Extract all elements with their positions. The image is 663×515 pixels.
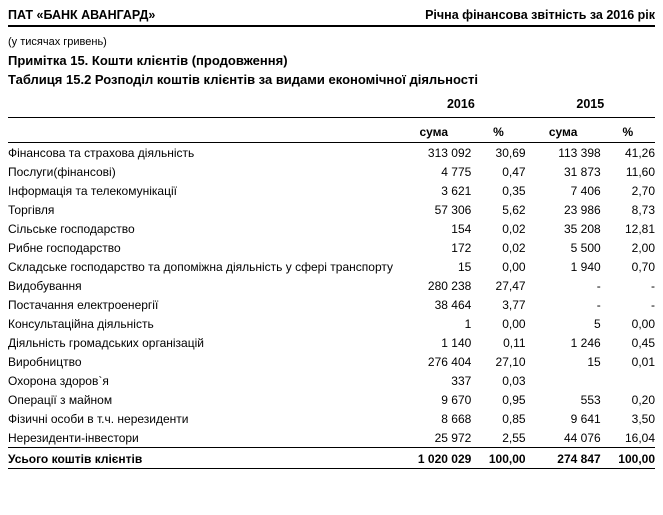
row-sum-2015: 5 500 xyxy=(570,241,601,255)
table-row xyxy=(8,314,655,333)
subheader-sum-2016: сума xyxy=(419,125,449,139)
year-2015-header: 2015 xyxy=(576,97,605,111)
row-pct-2015: 41,26 xyxy=(624,146,655,160)
table-row xyxy=(8,295,655,314)
total-pct-2015: 100,00 xyxy=(601,448,655,469)
row-sum-2016: 172 xyxy=(451,241,472,255)
row-pct-2016: 0,11 xyxy=(503,336,526,350)
row-sum-2015: 1 940 xyxy=(570,260,601,274)
table-row xyxy=(8,276,655,295)
units-note: (у тисячах гривень) xyxy=(8,36,107,48)
row-sum-2015: 23 986 xyxy=(563,203,601,217)
total-sum-2015: 274 847 xyxy=(526,448,601,469)
row-label: Виробництво xyxy=(8,355,82,369)
row-sum-2016: 1 140 xyxy=(441,336,472,350)
row-sum-2015: 15 xyxy=(587,355,601,369)
row-sum-2015: 31 873 xyxy=(563,165,601,179)
row-sum-2015: 44 076 xyxy=(563,431,601,445)
row-sum-2015: 9 641 xyxy=(570,412,601,426)
row-pct-2016: 0,03 xyxy=(502,374,526,388)
note-title: Примітка 15. Кошти клієнтів (продовження) xyxy=(8,53,288,68)
row-pct-2015: 2,00 xyxy=(631,241,655,255)
row-label: Операції з майном xyxy=(8,393,113,407)
row-pct-2015: - xyxy=(651,298,655,312)
table-row xyxy=(8,238,655,257)
page-header xyxy=(8,8,655,27)
row-sum-2016: 15 xyxy=(457,260,472,274)
row-pct-2015: 16,04 xyxy=(624,431,655,445)
row-pct-2015: 12,81 xyxy=(624,222,655,236)
row-sum-2016: 9 670 xyxy=(441,393,472,407)
row-label: Послуги(фінансові) xyxy=(8,165,116,179)
report-title: Річна фінансова звітність за 2016 рік xyxy=(425,8,655,22)
row-pct-2015: 0,45 xyxy=(631,336,655,350)
table-row xyxy=(8,181,655,200)
spacer-cell-4 xyxy=(526,118,601,126)
row-sum-2016: 3 621 xyxy=(441,184,472,198)
table-row xyxy=(8,162,655,181)
subheader-sum-2015: сума xyxy=(548,125,578,139)
row-pct-2016: 0,00 xyxy=(502,260,526,274)
subheader-blank xyxy=(8,125,396,142)
row-pct-2016: 0,02 xyxy=(502,241,526,255)
year-header-blank xyxy=(8,97,396,117)
row-pct-2016: 0,35 xyxy=(502,184,526,198)
row-sum-2016: 276 404 xyxy=(427,355,472,369)
row-sum-2016: 4 775 xyxy=(441,165,472,179)
row-pct-2016: 0,95 xyxy=(502,393,526,407)
table-row xyxy=(8,200,655,219)
row-pct-2015 xyxy=(601,371,655,390)
row-sum-2016: 280 238 xyxy=(427,279,472,293)
row-sum-2016: 57 306 xyxy=(434,203,472,217)
row-label: Видобування xyxy=(8,279,82,293)
row-sum-2015: 7 406 xyxy=(570,184,601,198)
row-sum-2015: 1 246 xyxy=(570,336,601,350)
row-pct-2015: 0,01 xyxy=(631,355,655,369)
table-title: Таблиця 15.2 Розподіл коштів клієнтів за видами економічної діяльності xyxy=(8,72,478,87)
clients-funds-table xyxy=(8,97,655,469)
row-pct-2016: 27,10 xyxy=(495,355,526,369)
row-pct-2016: 5,62 xyxy=(502,203,526,217)
table-row xyxy=(8,428,655,448)
row-label: Діяльність громадських організацій xyxy=(8,336,204,350)
spacer-cell-1 xyxy=(8,118,396,126)
total-label: Усього коштів клієнтів xyxy=(8,448,396,469)
row-label: Інформація та телекомунікації xyxy=(8,184,177,198)
row-sum-2015: 113 398 xyxy=(558,146,601,160)
row-label: Охорона здоров`я xyxy=(8,374,109,388)
row-pct-2016: 3,77 xyxy=(502,298,526,312)
row-pct-2016: 0,02 xyxy=(502,222,526,236)
header-spacer-row xyxy=(8,118,655,126)
row-sum-2016: 313 092 xyxy=(427,146,472,160)
row-sum-2016: 154 xyxy=(451,222,472,236)
row-pct-2015: 0,20 xyxy=(631,393,655,407)
row-label: Постачання електроенергії xyxy=(8,298,159,312)
row-sum-2015: 35 208 xyxy=(563,222,601,236)
row-label: Торгівля xyxy=(8,203,55,217)
row-sum-2015: - xyxy=(596,298,601,312)
table-row xyxy=(8,390,655,409)
row-pct-2016: 0,47 xyxy=(502,165,526,179)
row-pct-2015: 8,73 xyxy=(631,203,655,217)
total-pct-2016: 100,00 xyxy=(471,448,525,469)
row-pct-2016: 0,85 xyxy=(502,412,526,426)
row-label: Консультаційна діяльність xyxy=(8,317,154,331)
table-row xyxy=(8,371,655,390)
row-sum-2015: - xyxy=(596,279,601,293)
row-pct-2016: 30,69 xyxy=(495,146,526,160)
row-pct-2015: 0,00 xyxy=(631,317,655,331)
table-row xyxy=(8,257,655,276)
spacer-cell-2 xyxy=(396,118,471,126)
row-label: Рибне господарство xyxy=(8,241,121,255)
row-pct-2016: 0,00 xyxy=(502,317,526,331)
row-sum-2016: 8 668 xyxy=(441,412,472,426)
table-row xyxy=(8,219,655,238)
company-name: ПАТ «БАНК АВАНГАРД» xyxy=(8,8,156,22)
row-sum-2016: 38 464 xyxy=(434,298,472,312)
row-label: Нерезиденти-інвестори xyxy=(8,431,139,445)
table-row xyxy=(8,143,655,163)
row-pct-2015: 2,70 xyxy=(631,184,655,198)
subheader-pct-2015: % xyxy=(622,125,634,139)
row-label: Сільське господарство xyxy=(8,222,135,236)
table-row xyxy=(8,409,655,428)
row-sum-2015: 5 xyxy=(594,317,601,331)
year-header-row xyxy=(8,97,655,117)
table-row xyxy=(8,333,655,352)
row-sum-2016: 337 xyxy=(451,374,472,388)
row-label: Фінансова та страхова діяльність xyxy=(8,146,195,160)
row-pct-2015: - xyxy=(651,279,655,293)
year-2016-header: 2016 xyxy=(446,97,475,111)
row-label: Фізичні особи в т.ч. нерезиденти xyxy=(8,412,189,426)
spacer-cell-5 xyxy=(601,118,655,126)
row-label: Складське господарство та допоміжна діяльність у сфері транспорту xyxy=(8,260,393,274)
row-pct-2016: 27,47 xyxy=(495,279,526,293)
row-pct-2015: 0,70 xyxy=(631,260,655,274)
row-pct-2015: 3,50 xyxy=(631,412,655,426)
spacer-cell-3 xyxy=(471,118,525,126)
row-sum-2015: 553 xyxy=(580,393,601,407)
total-sum-2016: 1 020 029 xyxy=(396,448,471,469)
row-sum-2016: 1 xyxy=(464,317,472,331)
subheader-pct-2016: % xyxy=(493,125,504,139)
table-row xyxy=(8,352,655,371)
row-sum-2015 xyxy=(526,371,601,390)
total-row xyxy=(8,448,655,469)
column-subheader-row xyxy=(8,125,655,142)
row-sum-2016: 25 972 xyxy=(434,431,472,445)
row-pct-2015: 11,60 xyxy=(625,165,655,179)
row-pct-2016: 2,55 xyxy=(502,431,526,445)
